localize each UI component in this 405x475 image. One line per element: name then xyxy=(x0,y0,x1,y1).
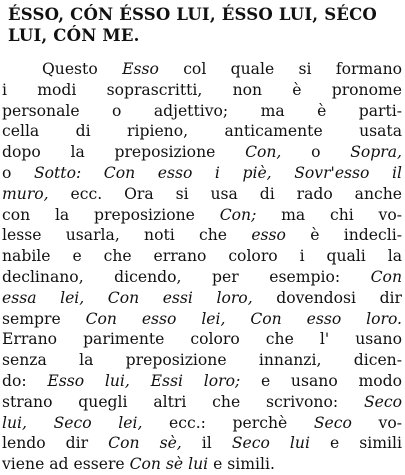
text-run: con la preposizione xyxy=(2,205,220,224)
text-run: strano quegli altri che scrivono: xyxy=(2,392,364,411)
paragraph-line xyxy=(2,121,402,142)
paragraph-line xyxy=(2,454,402,475)
paragraph-line xyxy=(2,267,402,288)
text-run: ma chi vo- xyxy=(256,205,402,224)
text-run: senza la preposizione innanzi, dicen- xyxy=(2,351,402,370)
italic-text: Seco xyxy=(363,392,402,411)
text-run: dovendosi dir xyxy=(252,288,402,307)
text-run: ecc. Ora si usa di rado anche xyxy=(48,184,402,203)
text-run: vo- xyxy=(351,413,402,432)
text-run: viene ad essere xyxy=(2,455,130,474)
italic-text: Con, xyxy=(245,143,282,162)
paragraph-line xyxy=(2,309,402,330)
paragraph-line xyxy=(2,329,402,350)
italic-text: Con xyxy=(370,267,402,286)
paragraph-line xyxy=(2,246,402,267)
italic-text: Sopra, xyxy=(350,143,402,162)
paragraph-line xyxy=(2,101,402,122)
entry-heading xyxy=(8,4,400,46)
paragraph-line xyxy=(2,392,402,413)
paragraph-line xyxy=(2,413,402,434)
text-run: sempre xyxy=(2,309,86,328)
text-run: o xyxy=(281,143,351,162)
text-run: e usano modo xyxy=(240,371,403,390)
text-run: nabile e che errano coloro i quali la xyxy=(2,247,402,266)
italic-text: lui, Seco lei, xyxy=(2,413,143,432)
text-run: lendo dir xyxy=(2,434,109,453)
text-run: ecc.: perchè xyxy=(142,413,314,432)
text-run: Errano parimente coloro che l' usano xyxy=(2,330,402,349)
paragraph-line xyxy=(2,142,402,163)
paragraph-line xyxy=(2,350,402,371)
italic-text: Con sè, xyxy=(108,434,182,453)
entry-paragraph xyxy=(2,59,402,475)
text-run: il xyxy=(181,434,232,453)
text-run: personale o adjettivo; ma è parti- xyxy=(2,101,402,120)
paragraph-line xyxy=(2,163,402,184)
italic-text: Seco lui xyxy=(231,434,310,453)
italic-text: Seco xyxy=(313,413,352,432)
italic-text: Con; xyxy=(219,205,257,224)
text-run: dopo la preposizione xyxy=(2,143,246,162)
text-run: è indecli- xyxy=(285,226,402,245)
text-run: o xyxy=(2,163,34,182)
text-run: do: xyxy=(2,371,48,390)
italic-text: Esso xyxy=(122,60,159,78)
paragraph-line xyxy=(2,225,402,246)
italic-text: esso xyxy=(251,226,286,245)
text-run: Questo xyxy=(42,60,123,78)
text-run: e simili xyxy=(309,434,403,453)
text-run: i modi soprascritti, non è pronome xyxy=(2,80,402,99)
paragraph-line xyxy=(2,433,402,454)
italic-text: Con esso lei, Con esso loro. xyxy=(85,309,403,328)
text-run: cella di ripieno, anticamente usata xyxy=(2,122,402,141)
text-run: col quale si formano xyxy=(158,60,402,78)
italic-text: Sotto: Con esso i piè, Sovr'esso il xyxy=(33,163,402,182)
italic-text: Con sè lui xyxy=(129,455,209,474)
text-run: declinano, dicendo, per esempio: xyxy=(2,267,371,286)
paragraph-line xyxy=(2,59,402,80)
text-run: lesse usarla, noti che xyxy=(2,226,252,245)
paragraph-line xyxy=(2,205,402,226)
italic-text: Esso lui, Essi loro; xyxy=(47,371,241,390)
paragraph-line xyxy=(2,371,402,392)
heading-line-1: ÉSSO, CÓN ÉSSO LUI, ÉSSO LUI, SÉCO xyxy=(8,5,377,24)
paragraph-line xyxy=(2,80,402,101)
heading-line-2: LUI, CÓN ME. xyxy=(8,26,140,45)
text-run: e simili. xyxy=(208,455,275,474)
italic-text: muro, xyxy=(2,184,49,203)
italic-text: essa lei, Con essi loro, xyxy=(2,288,253,307)
paragraph-line xyxy=(2,184,402,205)
paragraph-line xyxy=(2,288,402,309)
